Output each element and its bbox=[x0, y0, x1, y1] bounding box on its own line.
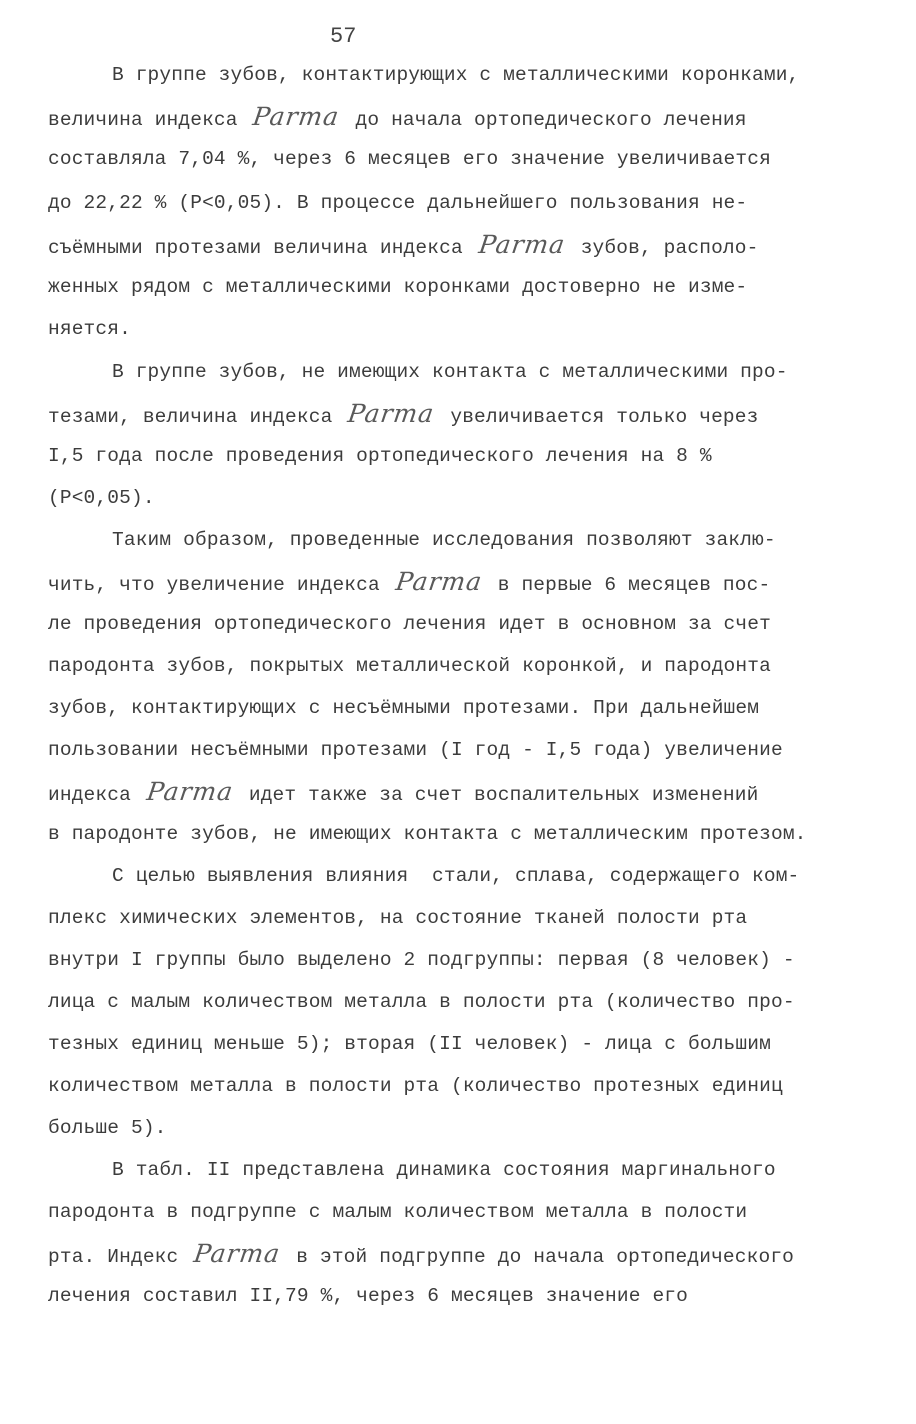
text-segment: в пародонте зубов, не имеющих контакта с металлическим протезом. bbox=[48, 823, 807, 845]
text-line bbox=[48, 104, 747, 133]
text-line bbox=[48, 146, 771, 172]
text-line bbox=[48, 232, 758, 261]
text-segment: зубов, располо- bbox=[568, 237, 759, 259]
page-number: 57 bbox=[330, 24, 357, 49]
text-segment: зубов, контактирующих с несъёмными протезами. При дальнейшем bbox=[48, 697, 760, 719]
text-segment: С целью выявления влияния стали, сплава, содержащего ком- bbox=[112, 865, 800, 887]
text-segment: В группе зубов, не имеющих контакта с металлическими про- bbox=[112, 361, 788, 383]
text-segment: женных рядом с металлическими коронками достоверно не изме- bbox=[48, 276, 748, 298]
text-line bbox=[48, 821, 807, 847]
handwritten-index-name: Parma bbox=[144, 777, 236, 806]
text-segment: чить, что увеличение индекса bbox=[48, 574, 392, 596]
text-segment: в этой подгруппе до начала ортопедического bbox=[284, 1246, 795, 1268]
text-line bbox=[48, 611, 771, 637]
text-segment: (P<0,05). bbox=[48, 487, 155, 509]
text-segment: составляла 7,04 %, через 6 месяцев его значение увеличивается bbox=[48, 148, 771, 170]
text-segment: до 22,22 % (P<0,05). В процессе дальнейшего пользования не- bbox=[48, 192, 748, 214]
handwritten-index-name: Parma bbox=[346, 399, 437, 428]
text-segment: лечения составил II,79 %, через 6 месяцев значение его bbox=[48, 1285, 689, 1307]
handwritten-index-name: Parma bbox=[251, 102, 342, 131]
text-segment: внутри I группы было выделено 2 подгруппы: первая (8 человек) - bbox=[48, 949, 795, 971]
text-line bbox=[48, 401, 759, 430]
text-line bbox=[48, 1283, 688, 1309]
text-segment: ле проведения ортопедического лечения идет в основном за счет bbox=[48, 613, 771, 635]
text-line bbox=[48, 485, 155, 511]
text-line bbox=[112, 359, 788, 385]
text-line bbox=[48, 653, 771, 679]
text-line bbox=[112, 1157, 776, 1183]
text-line bbox=[48, 905, 747, 931]
text-segment: количеством металла в полости рта (количество протезных единиц bbox=[48, 1075, 783, 1097]
text-segment: тезами, величина индекса bbox=[48, 406, 345, 428]
text-segment: Таким образом, проведенные исследования позволяют заклю- bbox=[112, 529, 776, 551]
text-line bbox=[48, 1073, 783, 1099]
text-segment: больше 5). bbox=[48, 1117, 167, 1139]
text-segment: пародонта зубов, покрытых металлической коронкой, и пародонта bbox=[48, 655, 771, 677]
text-line bbox=[112, 863, 799, 889]
text-line bbox=[48, 695, 759, 721]
text-segment: лица с малым количеством металла в полости рта (количество про- bbox=[48, 991, 795, 1013]
handwritten-index-name: Parma bbox=[192, 1239, 283, 1268]
text-line bbox=[48, 947, 795, 973]
text-line bbox=[48, 274, 747, 300]
text-segment: В группе зубов, контактирующих с металлическими коронками, bbox=[112, 64, 800, 86]
text-segment: пародонта в подгруппе с малым количеством металла в полости bbox=[48, 1201, 748, 1223]
text-segment: няется. bbox=[48, 318, 131, 340]
text-line bbox=[48, 1031, 771, 1057]
text-segment: величина индекса bbox=[48, 109, 250, 131]
text-segment: плекс химических элементов, на состояние тканей полости рта bbox=[48, 907, 748, 929]
text-line bbox=[48, 1241, 794, 1270]
text-segment: увеличивается только через bbox=[438, 406, 759, 428]
text-segment: съёмными протезами величина индекса bbox=[48, 237, 475, 259]
text-segment: тезных единиц меньше 5); вторая (II человек) - лица с большим bbox=[48, 1033, 771, 1055]
text-line bbox=[48, 1115, 167, 1141]
text-line bbox=[48, 190, 747, 216]
text-line bbox=[48, 569, 770, 598]
text-line bbox=[112, 62, 799, 88]
text-line bbox=[48, 316, 131, 342]
text-segment: I,5 года после проведения ортопедического лечения на 8 % bbox=[48, 445, 712, 467]
text-segment: идет также за счет воспалительных изменений bbox=[237, 784, 759, 806]
text-line bbox=[48, 443, 712, 469]
text-line bbox=[48, 779, 758, 808]
text-segment: В табл. II представлена динамика состояния маргинального bbox=[112, 1159, 776, 1181]
text-line bbox=[112, 527, 776, 553]
text-segment: рта. Индекс bbox=[48, 1246, 191, 1268]
text-line bbox=[48, 989, 795, 1015]
text-line bbox=[48, 737, 783, 763]
text-segment: до начала ортопедического лечения bbox=[343, 109, 747, 131]
text-segment: индекса bbox=[48, 784, 143, 806]
text-line bbox=[48, 1199, 747, 1225]
handwritten-index-name: Parma bbox=[476, 230, 567, 259]
text-segment: пользовании несъёмными протезами (I год - I,5 года) увеличение bbox=[48, 739, 783, 761]
handwritten-index-name: Parma bbox=[393, 567, 484, 596]
text-segment: в первые 6 месяцев пос- bbox=[485, 574, 771, 596]
